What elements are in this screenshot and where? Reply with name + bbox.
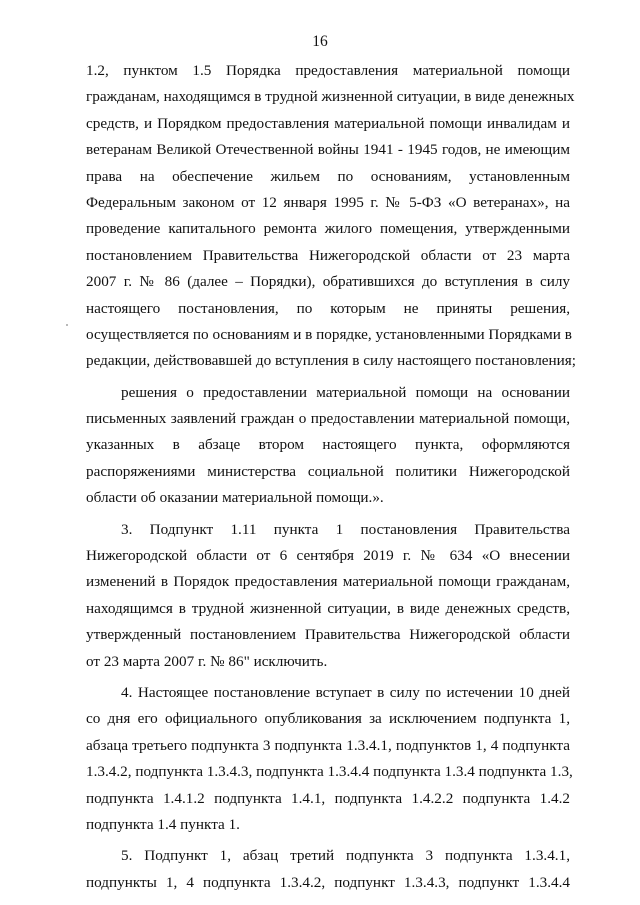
text-line: находящимся в трудной жизненной ситуации, в виде денежных средств, bbox=[86, 599, 570, 617]
text-line: решения о предоставлении материальной помощи на основании bbox=[121, 383, 570, 401]
document-body bbox=[86, 58, 576, 896]
text-line: распоряжениями министерства социальной политики Нижегородской bbox=[86, 462, 570, 480]
text-line: права на обеспечение жильем по основаниям, установленным bbox=[86, 167, 570, 185]
text-line: письменных заявлений граждан о предоставлении материальной помощи, bbox=[86, 410, 570, 428]
text-line: Федеральным законом от 12 января 1995 г. № 5-ФЗ «О ветеранах», на bbox=[86, 193, 570, 211]
text-line: подпункты 1, 4 подпункта 1.3.4.2, подпункт 1.3.4.3, подпункт 1.3.4.4 bbox=[86, 873, 570, 891]
text-line: 1.2, пунктом 1.5 Порядка предоставления материальной помощи bbox=[86, 62, 570, 79]
text-line: гражданам, находящимся в трудной жизненной ситуации, в виде денежных bbox=[86, 88, 575, 106]
text-line: абзаца третьего подпункта 3 подпункта 1.3.4.1, подпунктов 1, 4 подпункта bbox=[86, 736, 570, 754]
text-line: постановлением Правительства Нижегородской области от 23 марта bbox=[86, 246, 570, 264]
text-line: изменений в Порядок предоставления материальной помощи гражданам, bbox=[86, 573, 570, 591]
paragraph-5 bbox=[86, 843, 570, 896]
text-line: проведение капитального ремонта жилого помещения, утвержденными bbox=[86, 220, 570, 238]
text-line: области об оказании материальной помощи.». bbox=[86, 489, 384, 507]
text-line: настоящего постановления, по которым не приняты решения, bbox=[86, 299, 570, 317]
page-number: 16 bbox=[312, 33, 328, 50]
text-line: со дня его официального опубликования за исключением подпункта 1, bbox=[86, 710, 570, 728]
scan-artifact bbox=[66, 324, 68, 326]
text-line: от 23 марта 2007 г. № 86" исключить. bbox=[86, 652, 328, 670]
text-line: средств, и Порядком предоставления материальной помощи инвалидам и bbox=[86, 114, 570, 132]
text-line: 4. Настоящее постановление вступает в силу по истечении 10 дней bbox=[121, 683, 570, 701]
text-line: Нижегородской области от 6 сентября 2019 г. № 634 «О внесении bbox=[86, 547, 570, 565]
text-line: 3. Подпункт 1.11 пункта 1 постановления Правительства bbox=[121, 520, 570, 538]
text-line: ветеранам Великой Отечественной войны 1941 - 1945 годов, не имеющим bbox=[86, 141, 570, 159]
paragraph-2 bbox=[86, 380, 570, 512]
paragraph-4 bbox=[86, 680, 573, 838]
text-line: 1.3.4.2, подпункта 1.3.4.3, подпункта 1.3.4.4 подпункта 1.3.4 подпункта 1.3, bbox=[86, 763, 573, 781]
text-line: 5. Подпункт 1, абзац третий подпункта 3 подпункта 1.3.4.1, bbox=[121, 847, 570, 865]
text-line: подпункта 1.4 пункта 1. bbox=[86, 815, 240, 833]
text-line: подпункта 1.4.1.2 подпункта 1.4.1, подпункта 1.4.2.2 подпункта 1.4.2 bbox=[86, 789, 570, 807]
text-line: указанных в абзаце втором настоящего пункта, оформляются bbox=[86, 436, 570, 454]
text-line: осуществляется по основаниям и в порядке, установленными Порядками в bbox=[86, 325, 572, 343]
paragraph-1 bbox=[86, 58, 576, 375]
text-line: утвержденный постановлением Правительства Нижегородской области bbox=[86, 626, 570, 644]
text-line: редакции, действовавшей до вступления в силу настоящего постановления; bbox=[86, 352, 576, 370]
text-line: 2007 г. № 86 (далее – Порядки), обратившихся до вступления в силу bbox=[86, 273, 570, 291]
paragraph-3 bbox=[86, 517, 570, 675]
